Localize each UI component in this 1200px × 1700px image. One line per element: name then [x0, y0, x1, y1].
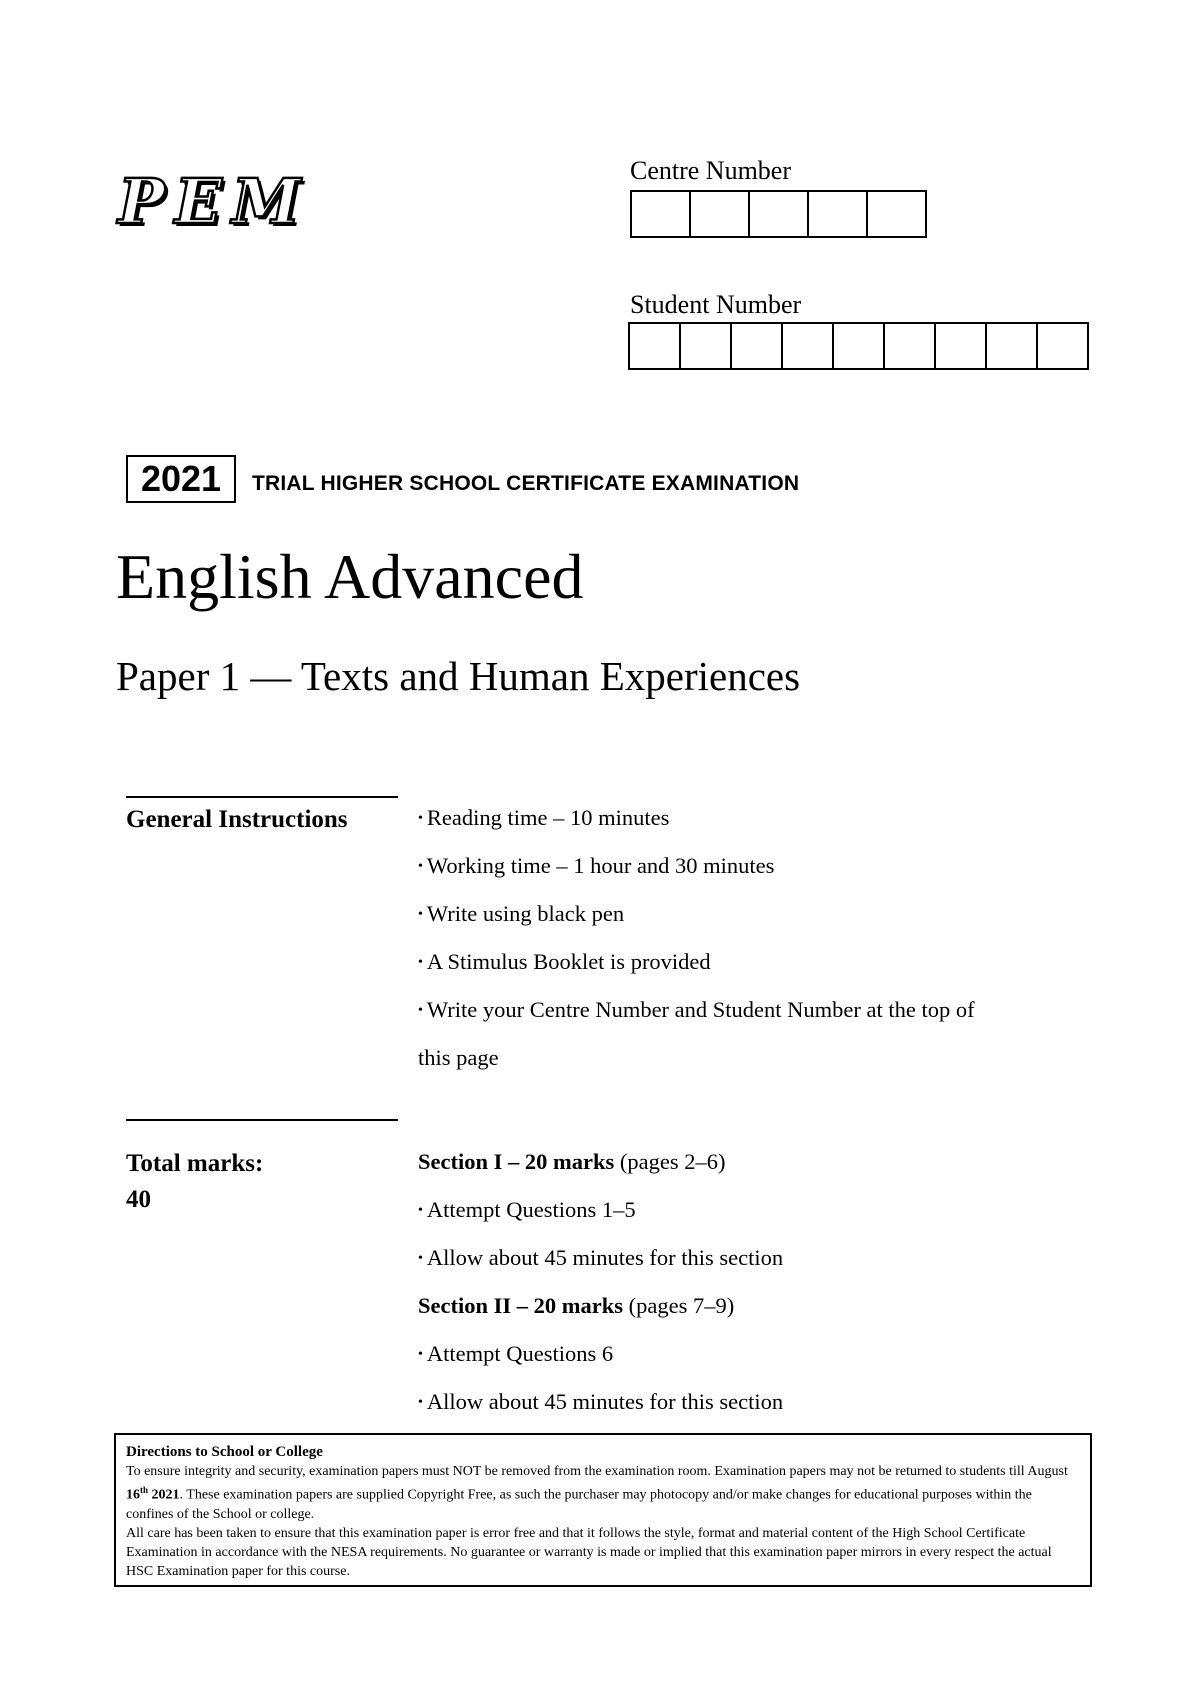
centre-number-box[interactable] — [691, 192, 750, 236]
list-item: • Allow about 45 minutes for this section — [418, 1245, 784, 1270]
student-number-box[interactable] — [987, 324, 1038, 368]
list-item: • Write your Centre Number and Student Number at the top of — [418, 997, 975, 1022]
student-number-box[interactable] — [732, 324, 783, 368]
divider — [126, 796, 398, 798]
section-heading: Section I – 20 marks (pages 2–6) — [418, 1149, 726, 1174]
directions-box — [114, 1433, 1092, 1587]
total-marks-heading: Total marks: — [126, 1150, 264, 1177]
student-number-boxes[interactable] — [628, 322, 1089, 370]
divider — [126, 1119, 398, 1121]
student-number-box[interactable] — [783, 324, 834, 368]
student-number-box[interactable] — [936, 324, 987, 368]
centre-number-box[interactable] — [868, 192, 925, 236]
directions-paragraph: All care has been taken to ensure that this examination paper is error free and that it follows the style, format and material content of the High School Certificate Examination in accordance with the NESA requirements. No guarantee or warranty is made or implied that this examination paper mirrors in every respect the actual HSC Examination paper for this course. — [126, 1525, 1052, 1579]
list-item: this page — [418, 1045, 499, 1070]
pem-logo: PEM — [118, 165, 311, 238]
exam-type: TRIAL HIGHER SCHOOL CERTIFICATE EXAMINATION — [252, 472, 800, 495]
student-number-box[interactable] — [885, 324, 936, 368]
general-instructions-list — [418, 794, 975, 1082]
list-item: • Attempt Questions 1–5 — [418, 1197, 636, 1222]
directions-paragraph: To ensure integrity and security, examination papers must NOT be removed from the examination room. Examination papers may not be returned to students till August 16th 2021. These examination papers are supplied Copyright Free, as such the purchaser may photocopy and/or make changes for educational purposes within the confines of the School or college. — [126, 1464, 1068, 1522]
total-marks-value: 40 — [126, 1186, 151, 1213]
centre-number-boxes[interactable] — [630, 190, 927, 238]
sections-list — [418, 1138, 783, 1426]
centre-number-box[interactable] — [809, 192, 868, 236]
centre-number-label: Centre Number — [630, 156, 792, 185]
student-number-box[interactable] — [681, 324, 732, 368]
directions-title: Directions to School or College — [126, 1444, 323, 1460]
student-number-box[interactable] — [834, 324, 885, 368]
centre-number-box[interactable] — [632, 192, 691, 236]
centre-number-box[interactable] — [750, 192, 809, 236]
list-item: • Working time – 1 hour and 30 minutes — [418, 853, 775, 878]
student-number-label: Student Number — [630, 290, 802, 319]
student-number-box[interactable] — [630, 324, 681, 368]
list-item: • Allow about 45 minutes for this section — [418, 1389, 784, 1414]
section-heading: Section II – 20 marks (pages 7–9) — [418, 1293, 735, 1318]
general-instructions-heading: General Instructions — [126, 806, 348, 833]
exam-year: 2021 — [126, 455, 236, 503]
subject-title: English Advanced — [116, 541, 584, 612]
list-item: • Write using black pen — [418, 901, 625, 926]
paper-title: Paper 1 — Texts and Human Experiences — [116, 653, 801, 699]
list-item: • A Stimulus Booklet is provided — [418, 949, 711, 974]
list-item: • Reading time – 10 minutes — [418, 805, 670, 830]
list-item: • Attempt Questions 6 — [418, 1341, 614, 1366]
student-number-box[interactable] — [1038, 324, 1087, 368]
